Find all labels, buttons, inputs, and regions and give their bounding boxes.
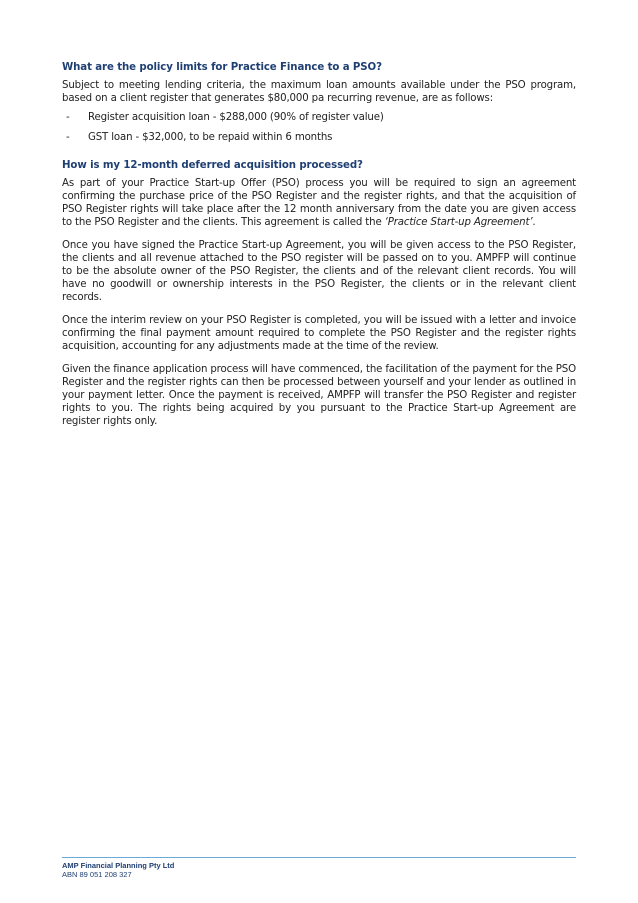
- deferred-acquisition-paragraph-4: Given the finance application process will have commenced, the facilitation of the payment for the PSO Register and the register rights can then be processed between yourself and your lender as outlined in your payment letter. Once the payment is received, AMPFP will transfer the PSO Register and register rights to you. The rights being acquired by you pursuant to the Practice Start-up Agreement are register rights only.: [62, 364, 576, 427]
- list-item: [62, 111, 576, 124]
- footer-abn: ABN 89 051 208 327: [62, 870, 132, 879]
- bullet-marker: -: [66, 112, 70, 123]
- deferred-acquisition-paragraph-3: Once the interim review on your PSO Register is completed, you will be issued with a letter and invoice confirming the final payment amount required to complete the PSO Register and the register rights acquisition, accounting for any adjustments made at the time of the review.: [62, 315, 576, 352]
- document-page: [62, 62, 576, 438]
- loan-limit-gst: GST loan - $32,000, to be repaid within 6 months: [88, 132, 333, 143]
- list-item: [62, 131, 576, 144]
- agreement-name: ‘Practice Start-up Agreement’: [384, 217, 533, 228]
- paragraph-end: .: [532, 217, 536, 228]
- page-footer: [62, 857, 576, 879]
- loan-limit-register: Register acquisition loan - $288,000 (90% of register value): [88, 112, 384, 123]
- loan-limits-list: [62, 111, 576, 144]
- policy-limits-intro: Subject to meeting lending criteria, the maximum loan amounts available under the PSO program, based on a client register that generates $80,000 pa recurring revenue, are as follows:: [62, 80, 576, 104]
- bullet-marker: -: [66, 132, 70, 143]
- deferred-acquisition-paragraph-1: [62, 177, 576, 229]
- paragraph-text: As part of your Practice Start-up Offer (PSO) process you will be required to sign an agreement confirming the purchase price of the PSO Register and the register rights, and that the acquisition of PSO Register rights will take place after the 12 month anniversary from the date you are given access to the PSO Register and the clients. This agreement is called the: [62, 178, 576, 228]
- deferred-acquisition-paragraph-2: Once you have signed the Practice Start-up Agreement, you will be given access to the PSO Register, the clients and all revenue attached to the PSO register will be passed on to you. AMPFP will continue to be the absolute owner of the PSO Register, the clients and of the relevant client records. You will have no goodwill or ownership interests in the PSO Register, the clients or in the relevant client records.: [62, 240, 576, 303]
- section-heading-policy-limits: What are the policy limits for Practice Finance to a PSO?: [62, 62, 382, 73]
- footer-company-name: AMP Financial Planning Pty Ltd: [62, 861, 175, 870]
- section-heading-deferred-acquisition: How is my 12-month deferred acquisition processed?: [62, 160, 363, 171]
